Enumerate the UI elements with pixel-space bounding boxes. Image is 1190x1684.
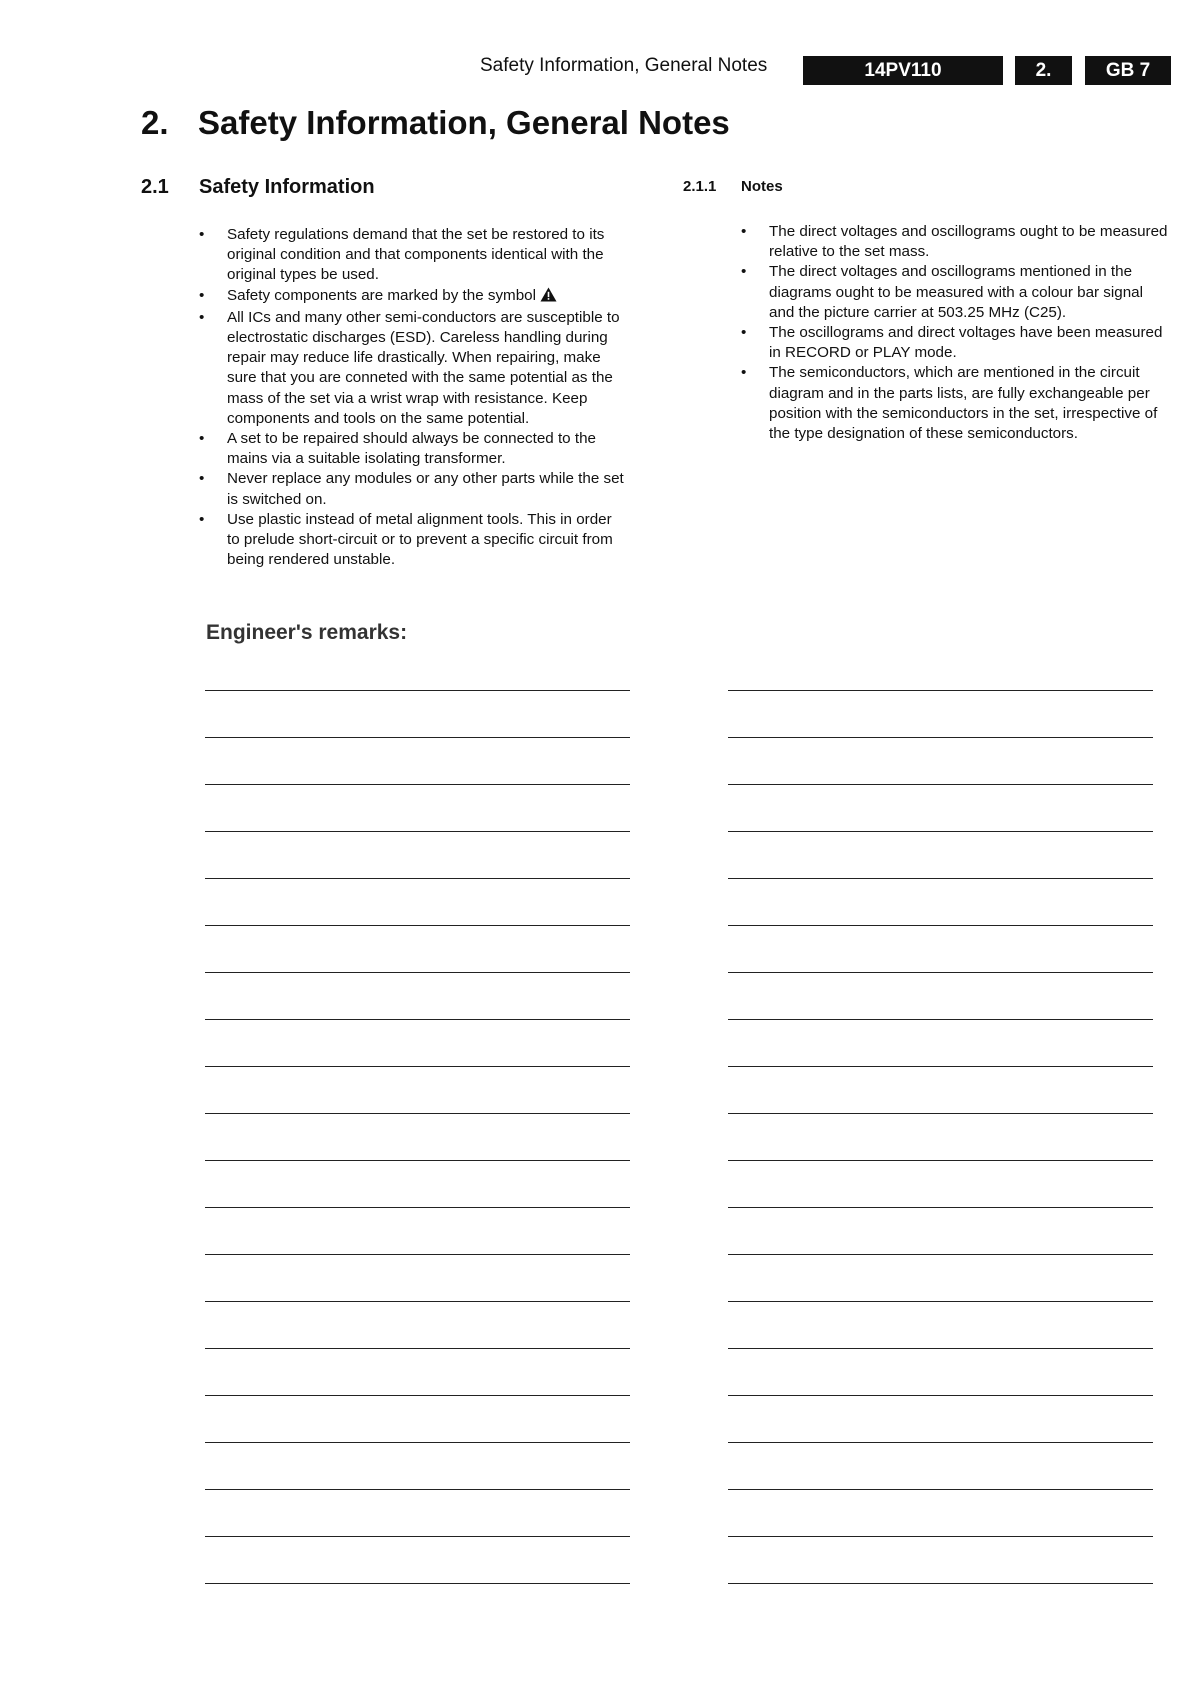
remark-line	[205, 784, 630, 785]
chapter-badge: 2.	[1015, 56, 1072, 85]
remark-line	[205, 878, 630, 879]
remark-line	[205, 972, 630, 973]
remark-line	[728, 1207, 1153, 1208]
remark-line	[205, 1442, 630, 1443]
list-item-text: The direct voltages and oscillograms mentioned in the diagrams ought to be measured with a colour bar signal and the picture carrier at 503.25 MHz (C25).	[769, 263, 1143, 321]
remark-line	[728, 831, 1153, 832]
remark-line	[205, 1301, 630, 1302]
safety-list	[227, 225, 627, 570]
remark-line	[728, 1348, 1153, 1349]
remark-line	[728, 925, 1153, 926]
subsection-number: 2.1.1	[683, 178, 717, 195]
remark-line	[205, 925, 630, 926]
remark-line	[205, 1395, 630, 1396]
list-item-text: Never replace any modules or any other parts while the set is switched on.	[227, 470, 624, 508]
list-item	[227, 286, 627, 308]
remark-line	[205, 1066, 630, 1067]
remark-line	[205, 1207, 630, 1208]
remark-line	[205, 690, 630, 691]
remark-line	[728, 1395, 1153, 1396]
remark-line	[728, 1489, 1153, 1490]
remark-line	[728, 1160, 1153, 1161]
list-item	[769, 323, 1172, 363]
remark-line	[205, 1254, 630, 1255]
remarks-lines-left	[205, 690, 630, 1630]
chapter-title: Safety Information, General Notes	[198, 104, 730, 141]
notes-list	[769, 222, 1172, 444]
list-item	[769, 222, 1172, 262]
remark-line	[205, 1583, 630, 1584]
warning-triangle-icon	[540, 287, 557, 308]
remark-line	[205, 737, 630, 738]
list-item	[227, 510, 627, 571]
remarks-title: Engineer's remarks:	[206, 621, 408, 644]
remark-line	[728, 1113, 1153, 1114]
list-item	[227, 429, 627, 469]
section-number: 2.1	[141, 176, 169, 198]
remark-line	[728, 878, 1153, 879]
remarks-lines-right	[728, 690, 1153, 1630]
remark-line	[205, 1019, 630, 1020]
list-item	[227, 308, 627, 429]
remark-line	[728, 737, 1153, 738]
remark-line	[205, 1160, 630, 1161]
remark-line	[205, 1489, 630, 1490]
remark-line	[728, 1019, 1153, 1020]
list-item	[769, 262, 1172, 323]
remark-line	[728, 1254, 1153, 1255]
remark-line	[728, 1583, 1153, 1584]
remark-line	[205, 1348, 630, 1349]
list-item-text: Safety regulations demand that the set be restored to its original condition and that components identical with the original types be used.	[227, 226, 605, 284]
remark-line	[728, 690, 1153, 691]
chapter-number: 2.	[141, 104, 169, 141]
list-item-text: The semiconductors, which are mentioned in the circuit diagram and in the parts lists, are fully exchangeable per position with the semiconductors in the set, irrespective of the type designation of these semiconductors.	[769, 364, 1158, 443]
subsection-title: Notes	[741, 178, 783, 195]
remark-line	[205, 831, 630, 832]
list-item-text: All ICs and many other semi-conductors are susceptible to electrostatic discharges (ESD). Careless handling during repair may reduce life drastically. When repairing, make sure that you are conneted with the same potential as the mass of the set via a wrist wrap with resistance. Keep components and tools on the same potential.	[227, 308, 620, 427]
page-badge: GB 7	[1085, 56, 1171, 85]
list-item-text: The direct voltages and oscillograms ought to be measured relative to the set mass.	[769, 223, 1168, 261]
remark-line	[728, 1066, 1153, 1067]
list-item-text: Use plastic instead of metal alignment tools. This in order to prelude short-circuit or to prevent a specific circuit from being rendered unstable.	[227, 510, 613, 569]
list-item	[769, 363, 1172, 444]
remark-line	[205, 1113, 630, 1114]
remark-line	[728, 1536, 1153, 1537]
list-item	[227, 469, 627, 509]
running-header-title: Safety Information, General Notes	[480, 55, 768, 76]
list-item-text: The oscillograms and direct voltages have been measured in RECORD or PLAY mode.	[769, 324, 1163, 362]
remark-line	[728, 972, 1153, 973]
remark-line	[728, 1442, 1153, 1443]
remark-line	[728, 1301, 1153, 1302]
model-badge: 14PV110	[803, 56, 1003, 85]
section-title: Safety Information	[199, 176, 375, 198]
list-item	[227, 225, 627, 286]
list-item-text: A set to be repaired should always be connected to the mains via a suitable isolating transformer.	[227, 430, 596, 468]
remark-line	[205, 1536, 630, 1537]
list-item-text: Safety components are marked by the symbol	[227, 286, 536, 304]
remark-line	[728, 784, 1153, 785]
